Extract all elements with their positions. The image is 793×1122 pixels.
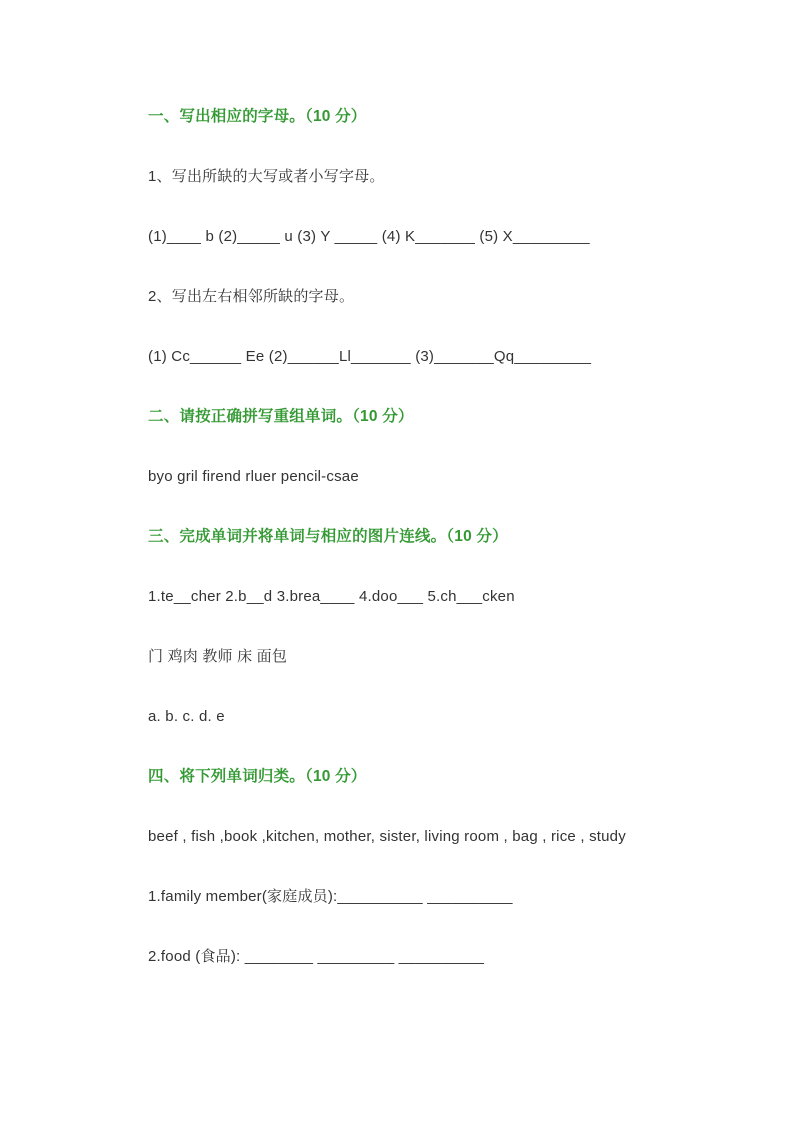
section-4-heading: 四、将下列单词归类。（10 分） bbox=[148, 768, 367, 785]
section-4-category-food: 2.food (食品): ________ _________ __________ bbox=[148, 948, 485, 965]
section-1-sub1-blanks: (1)____ b (2)_____ u (3) Y _____ (4) K_______ (5) X_________ bbox=[148, 228, 590, 245]
section-3-heading: 三、完成单词并将单词与相应的图片连线。（10 分） bbox=[148, 528, 508, 545]
section-3-word-blanks: 1.te__cher 2.b__d 3.brea____ 4.doo___ 5.ch___cken bbox=[148, 588, 515, 605]
section-1-sub2-blanks: (1) Cc______ Ee (2)______Ll_______ (3)_______Qq_________ bbox=[148, 348, 592, 365]
section-2-scrambled-words: byo gril firend rluer pencil-csae bbox=[148, 468, 359, 485]
section-4-word-bank: beef , fish ,book ,kitchen, mother, sister, living room , bag , rice , study bbox=[148, 828, 626, 845]
section-1-heading: 一、写出相应的字母。（10 分） bbox=[148, 108, 367, 125]
section-1-sub1-instruction: 1、写出所缺的大写或者小写字母。 bbox=[148, 168, 385, 185]
section-3-letter-options: a. b. c. d. e bbox=[148, 708, 225, 725]
section-4-category-family: 1.family member(家庭成员):__________ __________ bbox=[148, 888, 513, 905]
section-1-sub2-instruction: 2、写出左右相邻所缺的字母。 bbox=[148, 288, 355, 305]
section-3-chinese-options: 门 鸡肉 教师 床 面包 bbox=[148, 648, 288, 665]
section-2-heading: 二、请按正确拼写重组单词。（10 分） bbox=[148, 408, 414, 425]
